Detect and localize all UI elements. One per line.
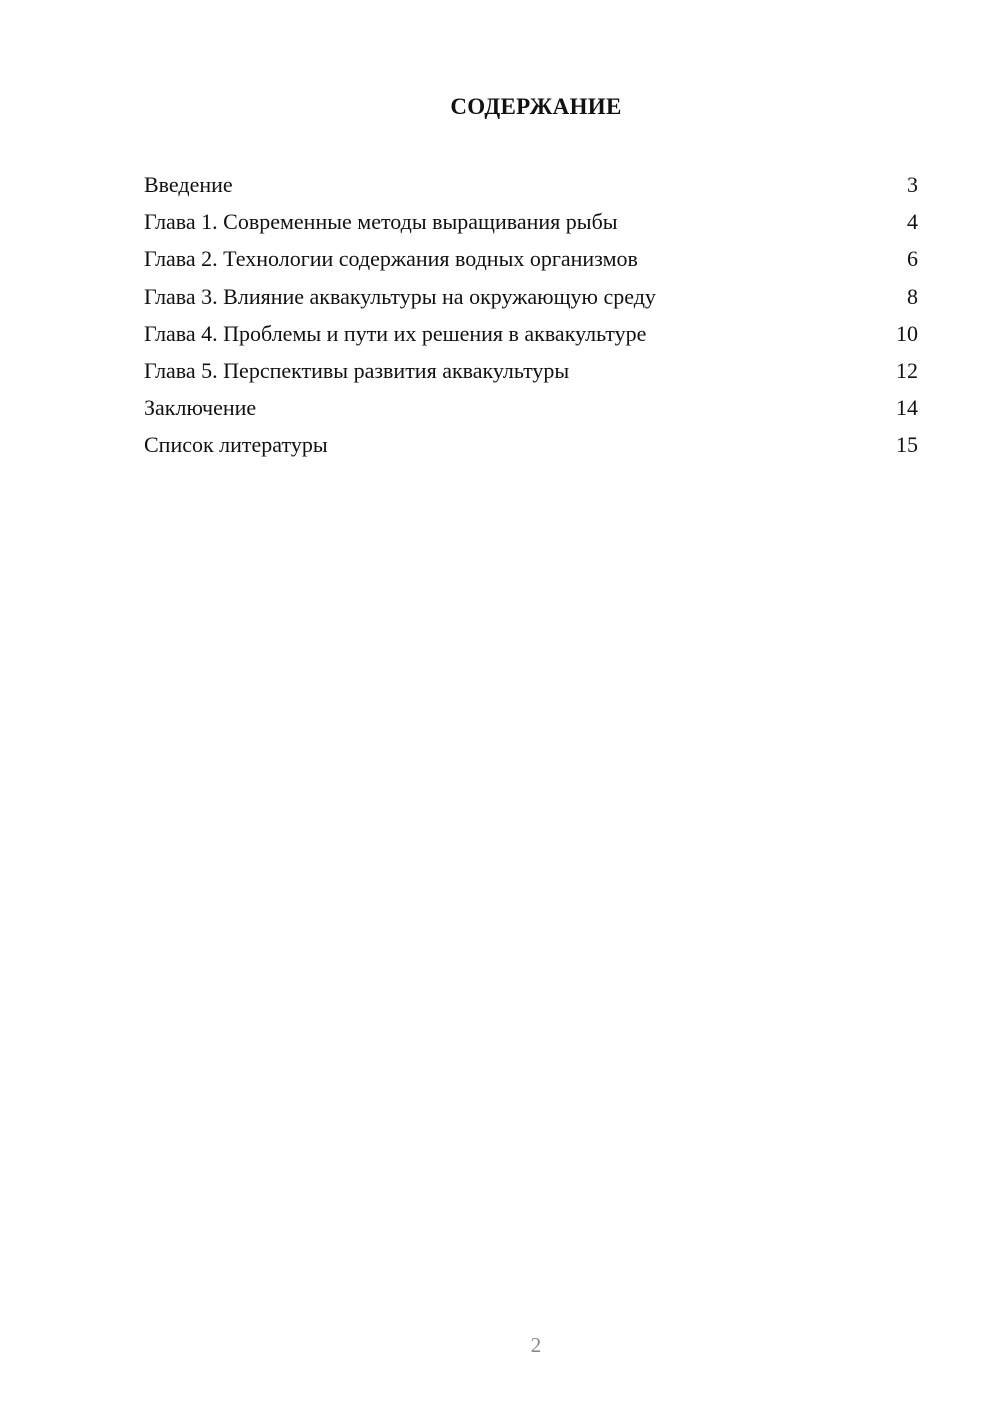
toc-entry-conclusion[interactable] bbox=[144, 393, 918, 430]
toc-entry-label: Заключение bbox=[144, 395, 257, 421]
toc-entry-references[interactable] bbox=[144, 430, 918, 467]
toc-entry-page: 10 bbox=[896, 320, 918, 346]
toc-entry-label: Глава 4. Проблемы и пути их решения в аквакультуре bbox=[144, 320, 647, 346]
toc-entry-page: 14 bbox=[896, 395, 918, 421]
toc-entry-label: Введение bbox=[144, 172, 233, 197]
toc-entry-introduction[interactable] bbox=[144, 170, 918, 207]
toc-entry-page: 15 bbox=[896, 432, 918, 458]
page-title: СОДЕРЖАНИЕ bbox=[450, 94, 622, 119]
toc-entry-page: 3 bbox=[907, 172, 918, 197]
toc-entry-label: Глава 2. Технологии содержания водных организмов bbox=[144, 246, 638, 272]
toc-entry-label: Список литературы bbox=[144, 432, 328, 458]
toc-entry-chapter-3[interactable] bbox=[144, 282, 918, 319]
toc-entry-chapter-1[interactable] bbox=[144, 207, 918, 244]
toc-entry-page: 8 bbox=[907, 283, 918, 309]
toc-entry-page: 6 bbox=[907, 246, 918, 272]
toc-entry-chapter-2[interactable] bbox=[144, 244, 918, 281]
toc-entry-chapter-4[interactable] bbox=[144, 319, 918, 356]
toc-entry-page: 4 bbox=[907, 209, 918, 235]
table-of-contents bbox=[144, 170, 918, 468]
toc-entry-page: 12 bbox=[896, 357, 918, 383]
toc-entry-chapter-5[interactable] bbox=[144, 356, 918, 393]
toc-entry-label: Глава 1. Современные методы выращивания рыбы bbox=[144, 209, 618, 235]
toc-entry-label: Глава 5. Перспективы развития аквакультуры bbox=[144, 357, 570, 383]
toc-entry-label: Глава 3. Влияние аквакультуры на окружающую среду bbox=[144, 283, 656, 309]
page-number: 2 bbox=[530, 1333, 542, 1357]
